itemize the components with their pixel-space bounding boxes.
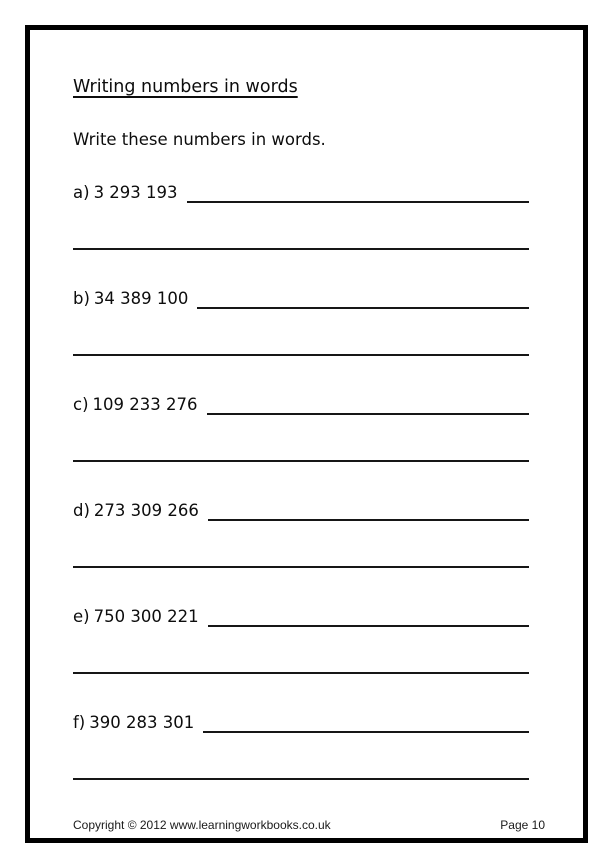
item-number: 390 283 301	[89, 713, 195, 732]
item-label: e)	[73, 607, 90, 626]
item-question	[73, 394, 207, 416]
answer-blank	[187, 185, 529, 203]
answer-line-continuation	[73, 566, 529, 568]
item-row	[73, 182, 529, 204]
item-label: a)	[73, 183, 90, 202]
item-label: b)	[73, 289, 90, 308]
item-question	[73, 712, 203, 734]
item-number: 273 309 266	[93, 501, 199, 520]
worksheet-title: Writing numbers in words	[73, 77, 298, 97]
worksheet-items	[73, 182, 529, 780]
item-row	[73, 712, 529, 734]
item-question	[73, 182, 187, 204]
item-label: f)	[73, 713, 86, 732]
item-number: 34 389 100	[93, 289, 189, 308]
worksheet-item-b	[73, 288, 529, 356]
item-question	[73, 500, 208, 522]
answer-blank	[208, 503, 529, 521]
item-label: d)	[73, 501, 90, 520]
answer-blank	[197, 291, 529, 309]
item-row	[73, 394, 529, 416]
worksheet-item-a	[73, 182, 529, 250]
footer-page-number: Page 10	[500, 818, 545, 832]
answer-line-continuation	[73, 354, 529, 356]
worksheet-item-c	[73, 394, 529, 462]
item-number: 109 233 276	[92, 395, 198, 414]
footer-copyright: Copyright © 2012 www.learningworkbooks.co.uk	[73, 818, 331, 832]
worksheet-item-d	[73, 500, 529, 568]
item-row	[73, 606, 529, 628]
answer-line-continuation	[73, 248, 529, 250]
page-border	[25, 25, 588, 843]
item-question	[73, 288, 197, 310]
answer-blank	[208, 609, 529, 627]
item-number: 3 293 193	[93, 183, 178, 202]
instruction-text: Write these numbers in words.	[73, 130, 326, 149]
answer-line-continuation	[73, 460, 529, 462]
worksheet-item-e	[73, 606, 529, 674]
answer-line-continuation	[73, 672, 529, 674]
item-number: 750 300 221	[93, 607, 199, 626]
answer-blank	[207, 397, 530, 415]
worksheet-content	[73, 30, 529, 818]
item-row	[73, 500, 529, 522]
item-row	[73, 288, 529, 310]
page-footer	[73, 818, 545, 832]
item-label: c)	[73, 395, 89, 414]
item-question	[73, 606, 208, 628]
worksheet-item-f	[73, 712, 529, 780]
answer-line-continuation	[73, 778, 529, 780]
answer-blank	[203, 715, 529, 733]
